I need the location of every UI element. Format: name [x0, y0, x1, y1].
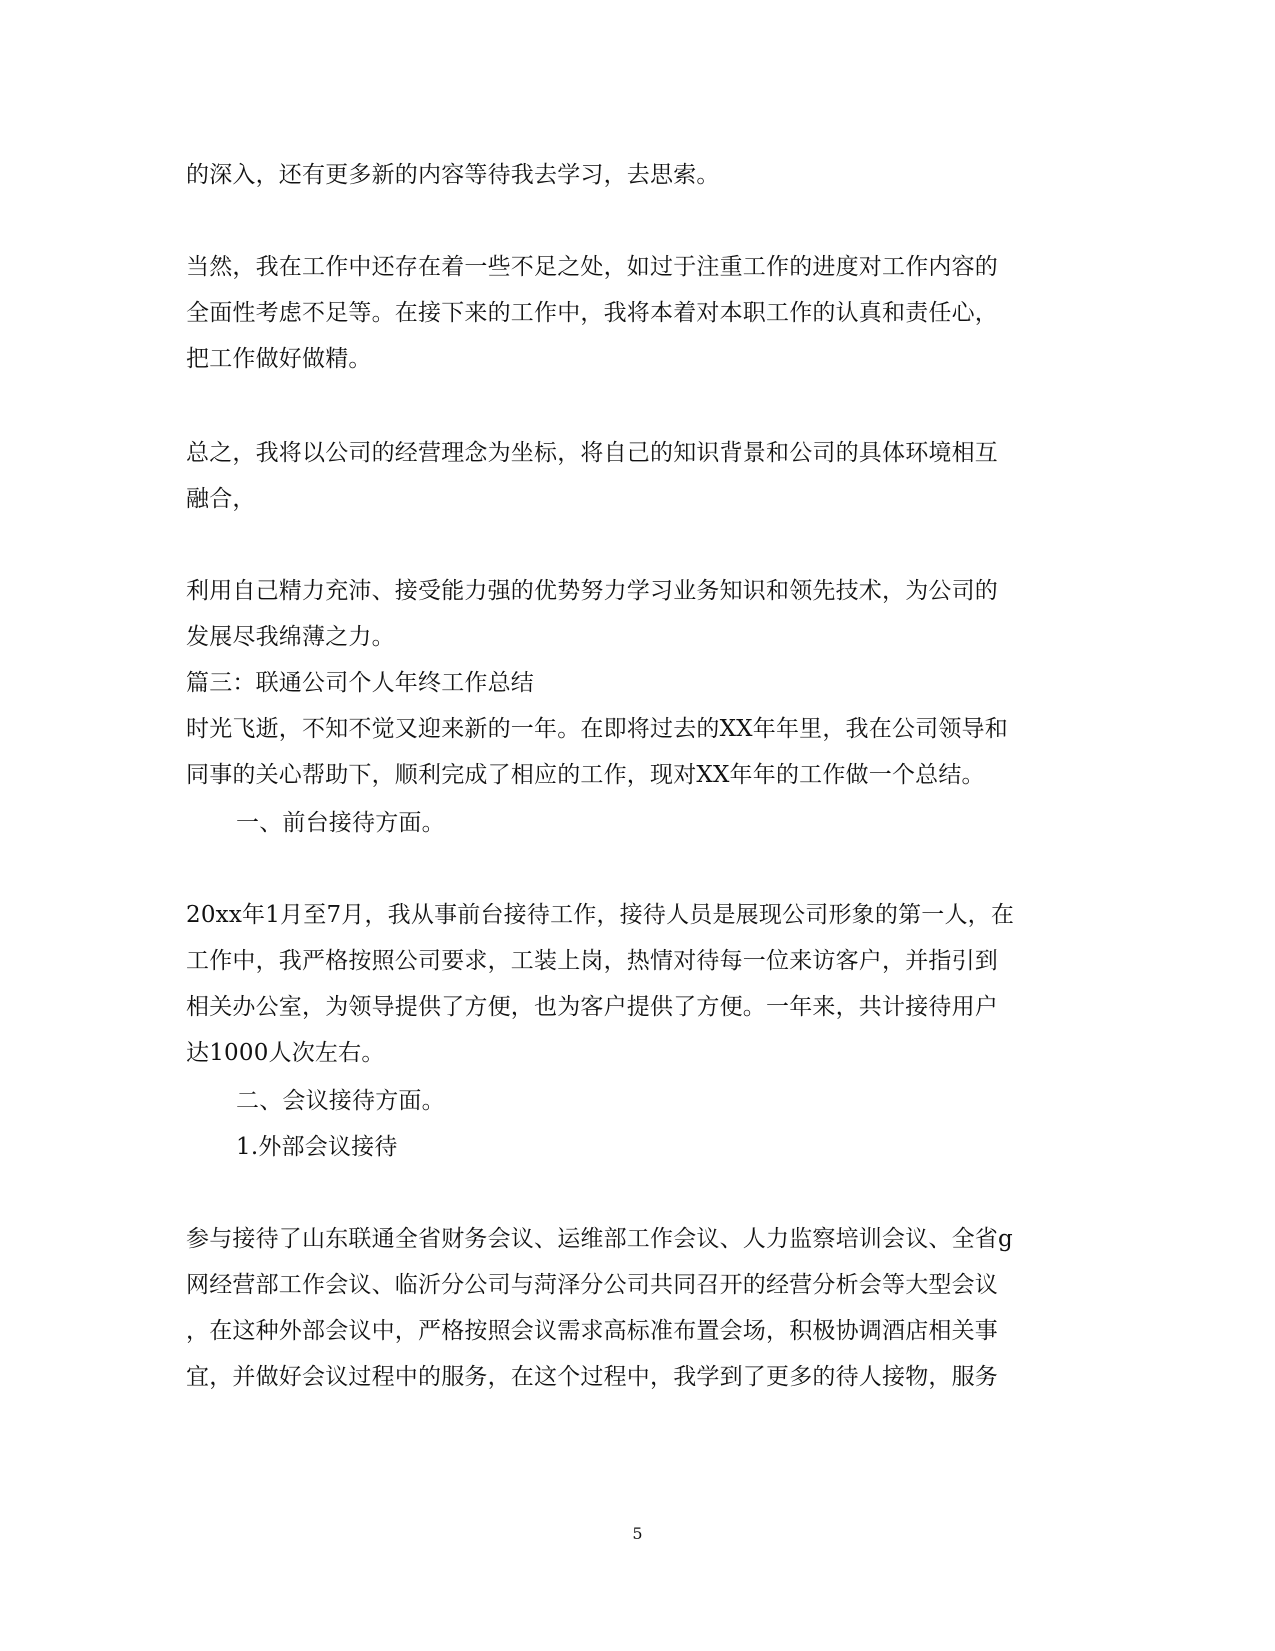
paragraph-line: 把工作做好做精。	[186, 346, 372, 372]
paragraph-line: 利用自己精力充沛、接受能力强的优势努力学习业务知识和领先技术，为公司的	[186, 578, 998, 604]
paragraph-line: 网经营部工作会议、临沂分公司与菏泽分公司共同召开的经营分析会等大型会议	[186, 1272, 998, 1298]
paragraph-line: 融合，	[186, 486, 256, 512]
paragraph-line: 工作中，我严格按照公司要求，工装上岗，热情对待每一位来访客户，并指引到	[186, 948, 998, 974]
paragraph-line: 时光飞逝，不知不觉又迎来新的一年。在即将过去的XX年年里，我在公司领导和	[186, 716, 1008, 742]
paragraph-line: 宜，并做好会议过程中的服务，在这个过程中，我学到了更多的待人接物，服务	[186, 1364, 998, 1390]
paragraph-line: 达1000人次左右。	[186, 1040, 385, 1066]
subheading: 1.外部会议接待	[236, 1134, 398, 1160]
paragraph-line: 全面性考虑不足等。在接下来的工作中，我将本着对本职工作的认真和责任心，	[186, 300, 998, 326]
paragraph-line: 的深入，还有更多新的内容等待我去学习，去思索。	[186, 162, 720, 188]
paragraph-line: 发展尽我绵薄之力。	[186, 624, 395, 650]
subheading: 一、前台接待方面。	[236, 810, 445, 836]
section-heading: 篇三：联通公司个人年终工作总结	[186, 670, 534, 696]
paragraph-line: 当然，我在工作中还存在着一些不足之处，如过于注重工作的进度对工作内容的	[186, 254, 998, 280]
subheading: 二、会议接待方面。	[236, 1088, 445, 1114]
paragraph-line: 同事的关心帮助下，顺利完成了相应的工作，现对XX年年的工作做一个总结。	[186, 762, 985, 788]
paragraph-line: 参与接待了山东联通全省财务会议、运维部工作会议、人力监察培训会议、全省g	[186, 1226, 1013, 1252]
page-number: 5	[632, 1524, 643, 1543]
paragraph-line: 20xx年1月至7月，我从事前台接待工作，接待人员是展现公司形象的第一人，在	[186, 902, 1015, 928]
paragraph-line: ，在这种外部会议中，严格按照会议需求高标准布置会场，积极协调酒店相关事	[186, 1318, 998, 1344]
paragraph-line: 总之，我将以公司的经营理念为坐标，将自己的知识背景和公司的具体环境相互	[186, 440, 998, 466]
paragraph-line: 相关办公室，为领导提供了方便，也为客户提供了方便。一年来，共计接待用户	[186, 994, 998, 1020]
